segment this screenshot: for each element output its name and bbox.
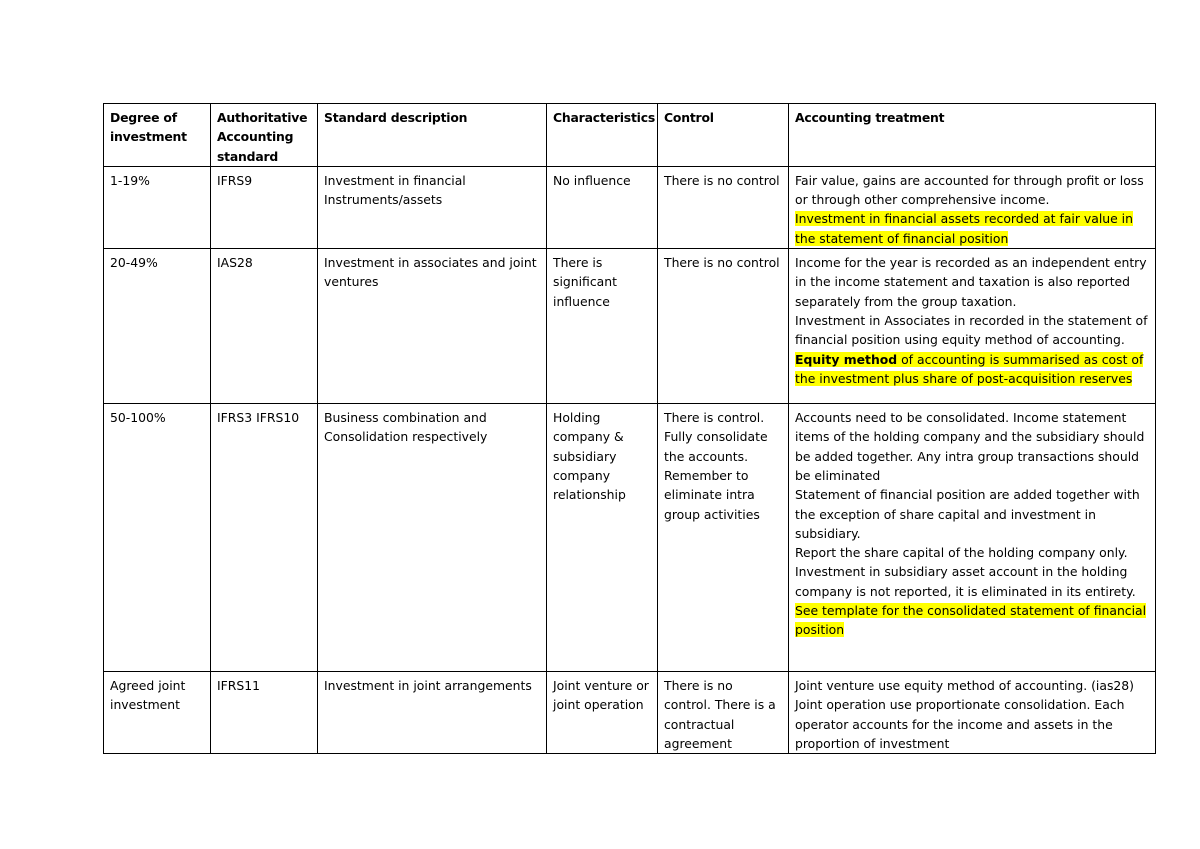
table-row xyxy=(104,249,1156,404)
cell-description: Investment in financial Instruments/assets xyxy=(318,166,547,248)
header-authoritative-standard: Authoritative Accounting standard xyxy=(211,104,318,167)
cell-treatment xyxy=(789,672,1156,754)
cell-treatment xyxy=(789,249,1156,404)
treatment-text: Joint operation use proportionate consolidation. Each operator accounts for the income and assets in the proportion of investment xyxy=(795,697,1125,751)
header-characteristics: Characteristics xyxy=(547,104,658,167)
cell-standard: IFRS3 IFRS10 xyxy=(211,404,318,672)
cell-standard: IFRS9 xyxy=(211,166,318,248)
cell-description: Investment in joint arrangements xyxy=(318,672,547,754)
cell-characteristics: No influence xyxy=(547,166,658,248)
treatment-highlighted-text: Investment in financial assets recorded at fair value in the statement of financial position xyxy=(795,211,1133,246)
investment-accounting-table xyxy=(103,103,1156,754)
treatment-text: Investment in subsidiary asset account in the holding company is not reported, it is eliminated in its entirety. xyxy=(795,564,1136,599)
cell-characteristics: Holding company & subsidiary company relationship xyxy=(547,404,658,672)
treatment-highlighted-rest: of accounting is summarised as cost of the investment plus share of post-acquisition reserves xyxy=(795,351,1144,386)
treatment-text: Accounts need to be consolidated. Income statement items of the holding company and the subsidiary should be added together. Any intra group transactions should be eliminated xyxy=(795,410,1145,483)
table-header-row xyxy=(104,104,1156,167)
cell-degree: 50-100% xyxy=(104,404,211,672)
table-row xyxy=(104,166,1156,248)
header-degree-of-investment: Degree of investment xyxy=(104,104,211,167)
cell-control: There is no control xyxy=(658,166,789,248)
treatment-text: Investment in Associates in recorded in the statement of financial position using equity method of accounting. xyxy=(795,312,1148,348)
treatment-text: Fair value, gains are accounted for through profit or loss or through other comprehensive income. xyxy=(795,172,1144,208)
header-accounting-treatment: Accounting treatment xyxy=(789,104,1156,167)
treatment-text: Joint venture use equity method of accounting. (ias28) xyxy=(795,678,1135,694)
treatment-text: Statement of financial position are added together with the exception of share capital and investment in subsidiary. xyxy=(795,487,1140,541)
cell-standard: IFRS11 xyxy=(211,672,318,754)
cell-degree: Agreed joint investment xyxy=(104,672,211,754)
cell-control: There is control. Fully consolidate the accounts. Remember to eliminate intra group activities xyxy=(658,404,789,672)
treatment-highlighted-text: See template for the consolidated statement of financial position xyxy=(795,603,1147,638)
cell-treatment xyxy=(789,404,1156,672)
cell-degree: 1-19% xyxy=(104,166,211,248)
cell-description: Investment in associates and joint ventures xyxy=(318,249,547,404)
cell-degree: 20-49% xyxy=(104,249,211,404)
treatment-highlighted-text xyxy=(795,352,1143,386)
equity-method-term: Equity method xyxy=(795,351,898,367)
cell-characteristics: There is significant influence xyxy=(547,249,658,404)
table-row xyxy=(104,404,1156,672)
cell-characteristics: Joint venture or joint operation xyxy=(547,672,658,754)
header-control: Control xyxy=(658,104,789,167)
header-standard-description: Standard description xyxy=(318,104,547,167)
cell-control: There is no control xyxy=(658,249,789,404)
treatment-text: Income for the year is recorded as an independent entry in the income statement and taxation is also reported separately from the group taxation. xyxy=(795,255,1147,309)
table-row xyxy=(104,672,1156,754)
cell-control: There is no control. There is a contractual agreement xyxy=(658,672,789,754)
treatment-text: Report the share capital of the holding company only. xyxy=(795,545,1128,561)
cell-description: Business combination and Consolidation respectively xyxy=(318,404,547,672)
cell-standard: IAS28 xyxy=(211,249,318,404)
cell-treatment xyxy=(789,166,1156,248)
